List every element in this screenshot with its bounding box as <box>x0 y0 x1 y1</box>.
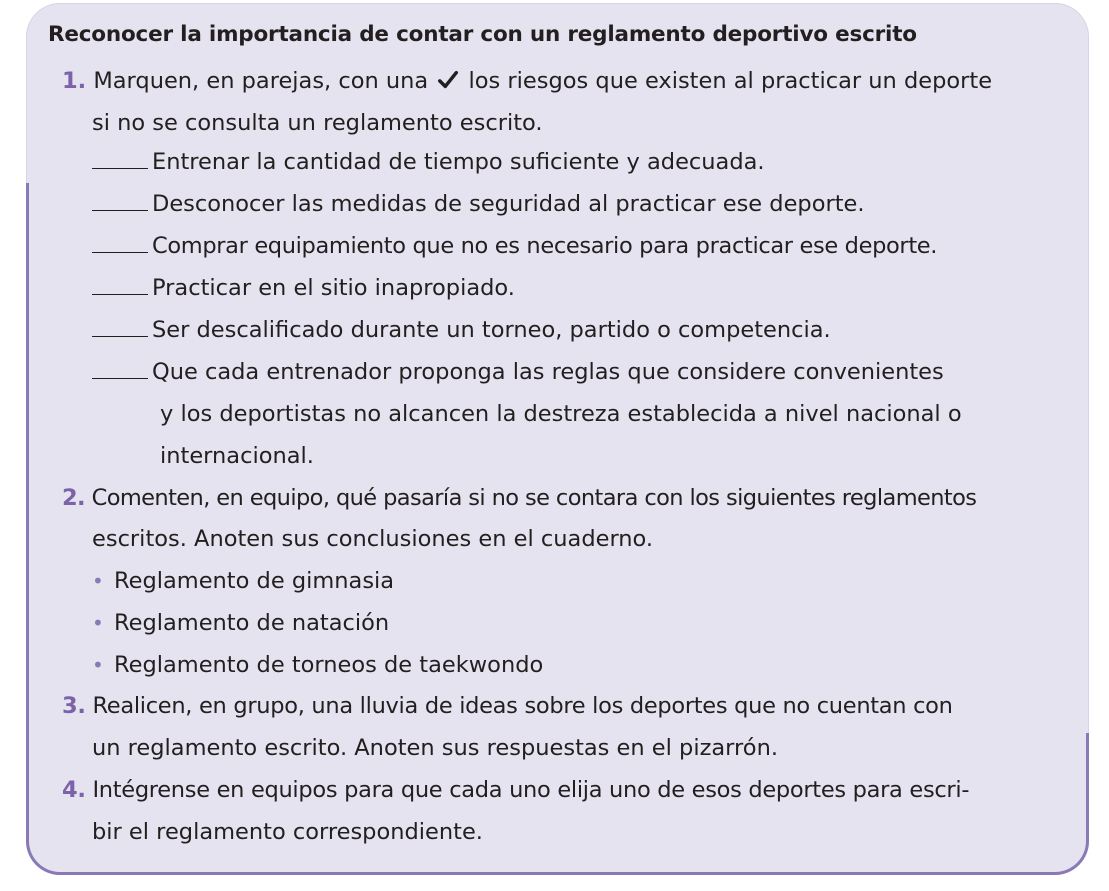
activity4-text: Intégrense en equipos para que cada uno elija uno de esos deportes para escri- <box>92 777 970 803</box>
activity2-line1 <box>62 484 976 512</box>
card-border-left <box>26 183 63 875</box>
answer-blank[interactable] <box>92 192 148 211</box>
check-mark-icon <box>437 69 459 91</box>
card-border-right <box>1052 733 1089 875</box>
activity1-text-before: Marquen, en parejas, con una <box>93 68 429 94</box>
option-item <box>92 190 865 218</box>
option-item <box>92 358 944 386</box>
activity1-line2: si no se consulta un reglamento escrito. <box>92 110 543 136</box>
option-continuation: y los deportistas no alcancen la destreza establecida a nivel nacional o <box>160 401 962 427</box>
option-item <box>92 148 765 176</box>
option-text: Practicar en el sitio inapropiado. <box>152 275 515 301</box>
option-text: Que cada entrenador proponga las reglas que considere convenientes <box>152 359 944 385</box>
bullet-text: Reglamento de natación <box>114 610 390 636</box>
option-continuation: internacional. <box>160 443 314 469</box>
bullet-item <box>92 567 394 595</box>
bullet-item <box>92 609 389 637</box>
option-text: Entrenar la cantidad de tiempo suficiente y adecuada. <box>152 149 765 175</box>
answer-blank[interactable] <box>92 318 148 337</box>
bullet-text: Reglamento de gimnasia <box>114 568 395 594</box>
activity2-line2: escritos. Anoten sus conclusiones en el cuaderno. <box>92 526 654 552</box>
activity3-number: 3. <box>62 693 86 719</box>
card-border-bottom <box>60 872 1055 875</box>
activity3-text: Realicen, en grupo, una lluvia de ideas sobre los deportes que no cuentan con <box>92 693 953 719</box>
bullet-dot-icon: • <box>92 653 104 677</box>
bullet-dot-icon: • <box>92 569 104 593</box>
activity-card <box>26 3 1089 875</box>
activity1-number: 1. <box>62 68 87 94</box>
activity2-text: Comenten, en equipo, qué pasaría si no se contara con los siguientes reglamentos <box>91 485 977 511</box>
option-item <box>92 232 937 260</box>
option-item <box>92 316 831 344</box>
answer-blank[interactable] <box>92 276 148 295</box>
activity4-line2: bir el reglamento correspondiente. <box>92 819 483 845</box>
activity2-number: 2. <box>62 485 86 511</box>
section-title: Reconocer la importancia de contar con un reglamento deportivo escrito <box>48 22 917 47</box>
option-text: Comprar equipamiento que no es necesario para practicar ese deporte. <box>152 233 938 259</box>
bullet-item <box>92 651 543 679</box>
bullet-dot-icon: • <box>92 611 104 635</box>
answer-blank[interactable] <box>92 150 148 169</box>
answer-blank[interactable] <box>92 234 148 253</box>
activity1-text-after: los riesgos que existen al practicar un deporte <box>468 68 993 94</box>
option-item <box>92 274 515 302</box>
activity3-line2: un reglamento escrito. Anoten sus respuestas en el pizarrón. <box>92 735 778 761</box>
activity4-line1 <box>62 776 969 804</box>
bullet-text: Reglamento de torneos de taekwondo <box>114 652 544 678</box>
activity3-line1 <box>62 692 953 720</box>
activity1-line1 <box>62 67 992 95</box>
option-text: Ser descalificado durante un torneo, partido o competencia. <box>152 317 831 343</box>
answer-blank[interactable] <box>92 360 148 379</box>
activity4-number: 4. <box>62 777 86 803</box>
option-text: Desconocer las medidas de seguridad al practicar ese deporte. <box>152 191 865 217</box>
